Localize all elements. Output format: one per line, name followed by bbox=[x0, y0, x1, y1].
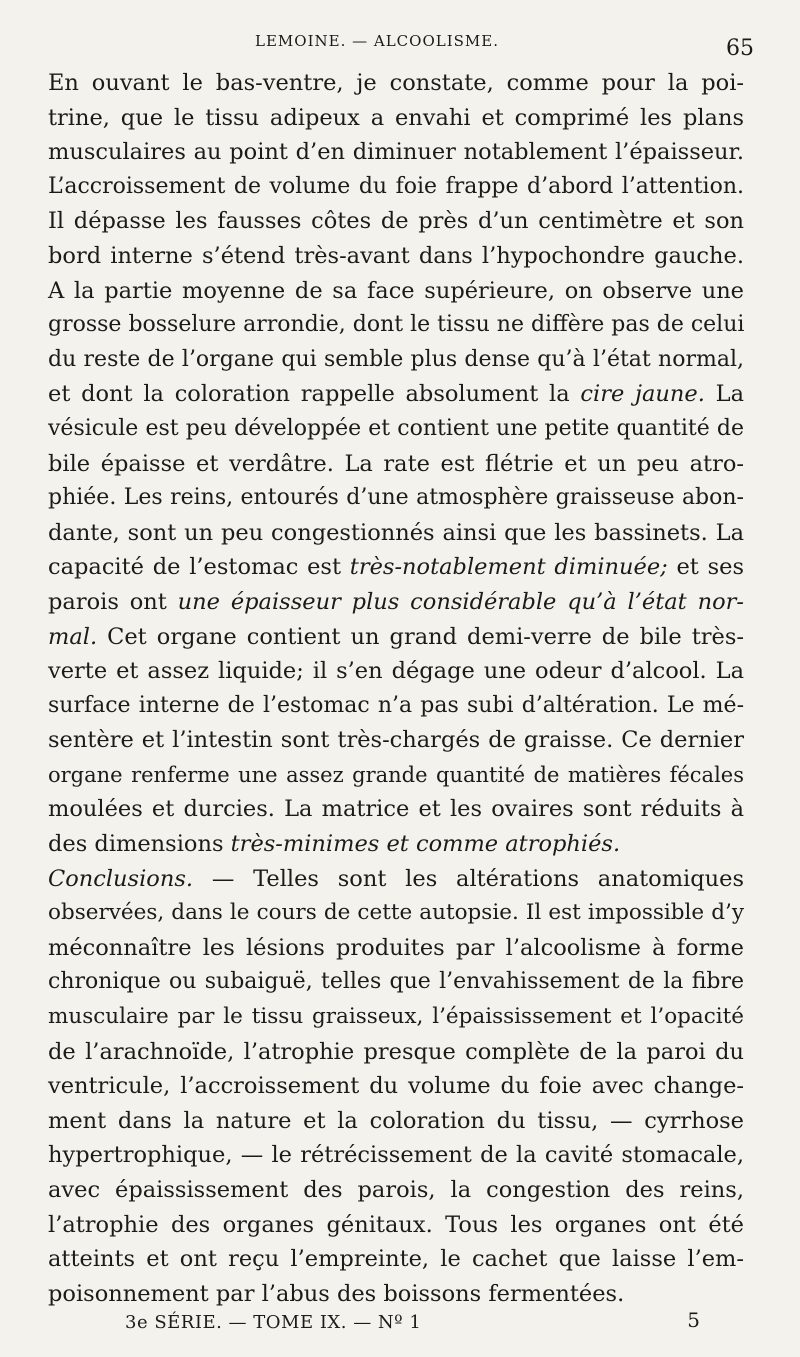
text-run: ventricule, l’accroissement du volume du foie avec change- bbox=[48, 1073, 744, 1100]
text-line bbox=[48, 862, 744, 897]
text-run: surface interne de l’estomac n’a pas subi d’altération. Le mé- bbox=[48, 692, 744, 718]
text-line bbox=[48, 1208, 744, 1243]
text-run: En ouvant le bas-ventre, je constate, comme pour la poi- bbox=[48, 70, 744, 96]
page-header bbox=[50, 30, 760, 64]
text-line bbox=[48, 620, 744, 655]
text-line bbox=[48, 1104, 744, 1139]
text-run: du reste de l’organe qui semble plus dense qu’à l’état normal, bbox=[48, 346, 744, 372]
text-line bbox=[48, 792, 744, 827]
italic-run: très-notablement diminuée; bbox=[349, 554, 668, 581]
page-footer bbox=[125, 1308, 700, 1338]
text-run: vésicule est peu développée et contient une petite quantité de bbox=[48, 415, 744, 441]
text-line bbox=[48, 758, 744, 793]
text-run: parois ont bbox=[48, 588, 178, 615]
text-run: méconnaître les lésions produites par l’alcoolisme à forme bbox=[48, 934, 744, 961]
text-line bbox=[48, 516, 744, 551]
text-run: phiée. Les reins, entourés d’une atmosphère graisseuse abon- bbox=[48, 485, 744, 511]
italic-run: cire jaune. bbox=[580, 381, 705, 408]
italic-run: Conclusions. bbox=[48, 865, 194, 892]
text-run: et ses bbox=[667, 554, 744, 581]
text-line bbox=[48, 481, 744, 516]
text-run: l’atrophie des organes génitaux. Tous les organes ont été bbox=[48, 1211, 744, 1238]
text-line bbox=[48, 965, 744, 1000]
text-run: bord interne s’étend très-avant dans l’hypochondre gauche. bbox=[48, 242, 744, 269]
text-line bbox=[48, 1277, 744, 1312]
page-number: 65 bbox=[726, 36, 754, 61]
text-run: ment dans la nature et la coloration du tissu, — cyrrhose bbox=[48, 1107, 744, 1134]
text-line bbox=[48, 1069, 744, 1104]
text-run: verte et assez liquide; il s’en dégage une odeur d’alcool. La bbox=[48, 658, 744, 685]
text-line bbox=[48, 447, 744, 482]
text-run: chronique ou subaiguë, telles que l’envahissement de la fibre bbox=[48, 969, 744, 995]
italic-run: très-minimes et comme atrophiés. bbox=[230, 831, 621, 858]
text-line bbox=[48, 585, 744, 620]
text-line bbox=[48, 654, 744, 689]
text-line bbox=[48, 66, 744, 101]
text-line bbox=[48, 308, 744, 343]
text-run: L’accroissement de volume du foie frappe d’abord l’attention. bbox=[48, 173, 744, 199]
text-run: organe renferme une assez grande quantité de matières fécales bbox=[48, 762, 744, 787]
italic-run: mal. bbox=[48, 623, 98, 650]
text-run: trine, que le tissu adipeux a envahi et comprimé les plans bbox=[48, 104, 744, 131]
text-run: La bbox=[704, 381, 744, 408]
text-line bbox=[48, 1000, 744, 1035]
text-run: atteints et ont reçu l’empreinte, le cachet que laisse l’em- bbox=[48, 1246, 744, 1273]
text-run: et dont la coloration rappelle absolument la bbox=[48, 381, 581, 408]
italic-run: une épaisseur plus considérable qu’à l’état nor- bbox=[177, 588, 744, 615]
text-run: Il dépasse les fausses côtes de près d’un centimètre et son bbox=[48, 208, 744, 235]
text-run: observées, dans le cours de cette autopsie. Il est impossible d’y bbox=[48, 900, 744, 926]
body-text bbox=[48, 66, 744, 1311]
text-run: musculaires au point d’en diminuer notablement l’épaisseur. bbox=[48, 139, 744, 166]
text-line bbox=[48, 1242, 744, 1277]
text-line bbox=[48, 274, 744, 309]
text-run: hypertrophique, — le rétrécissement de la cavité stomacale, bbox=[48, 1142, 744, 1169]
text-run: musculaire par le tissu graisseux, l’épaississement et l’opacité bbox=[48, 1004, 744, 1030]
text-line bbox=[48, 204, 744, 239]
text-run: Cet organe contient un grand demi-verre de bile très- bbox=[97, 623, 744, 650]
text-run: des dimensions bbox=[48, 831, 231, 858]
text-line bbox=[48, 101, 744, 136]
text-line bbox=[48, 170, 744, 205]
text-line bbox=[48, 412, 744, 447]
text-line bbox=[48, 827, 744, 862]
text-line bbox=[48, 377, 744, 412]
sheet-number: 5 bbox=[687, 1308, 700, 1332]
text-line bbox=[48, 1035, 744, 1070]
printer-signature: 3e SÉRIE. — TOME IX. — Nº 1 bbox=[125, 1312, 422, 1333]
text-run: moulées et durcies. La matrice et les ovaires sont réduits à bbox=[48, 796, 744, 823]
text-run: de l’arachnoïde, l’atrophie presque complète de la paroi du bbox=[48, 1038, 744, 1065]
text-run: capacité de l’estomac est bbox=[48, 554, 350, 581]
text-run: grosse bosselure arrondie, dont le tissu ne diffère pas de celui bbox=[48, 312, 745, 338]
text-line bbox=[48, 723, 744, 758]
text-line bbox=[48, 689, 744, 724]
text-run: bile épaisse et verdâtre. La rate est flétrie et un peu atro- bbox=[48, 450, 744, 477]
text-line bbox=[48, 239, 744, 274]
text-line bbox=[48, 896, 744, 931]
text-line bbox=[48, 343, 744, 378]
text-line bbox=[48, 135, 744, 170]
text-line bbox=[48, 1173, 744, 1208]
text-run: sentère et l’intestin sont très-chargés de graisse. Ce dernier bbox=[48, 727, 744, 754]
text-line bbox=[48, 550, 744, 585]
running-head: LEMOINE. — ALCOOLISME. bbox=[255, 32, 499, 50]
text-run: A la partie moyenne de sa face supérieure, on observe une bbox=[48, 277, 744, 304]
text-run: poisonnement par l’abus des boissons fermentées. bbox=[48, 1280, 625, 1307]
text-run: — Telles sont les altérations anatomiques bbox=[193, 865, 744, 892]
text-line bbox=[48, 1138, 744, 1173]
text-run: avec épaississement des parois, la congestion des reins, bbox=[48, 1177, 744, 1203]
text-run: dante, sont un peu congestionnés ainsi que les bassinets. La bbox=[48, 519, 744, 546]
text-line bbox=[48, 931, 744, 966]
